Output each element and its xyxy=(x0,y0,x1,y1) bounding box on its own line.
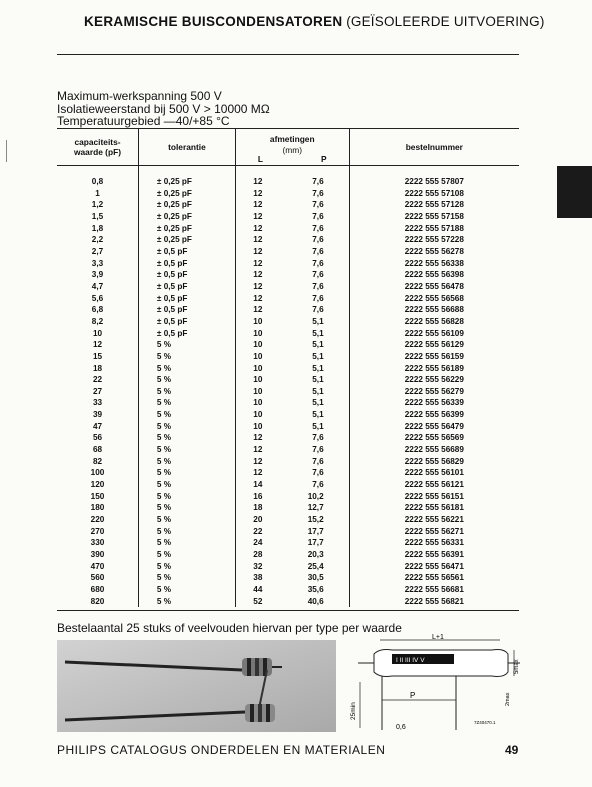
cell-tolerance xyxy=(138,199,235,211)
cell-tolerance xyxy=(138,444,235,456)
cell-pitch: 5,1 xyxy=(312,340,324,350)
cell-tolerance xyxy=(138,293,235,305)
cell-length: 18 xyxy=(235,502,279,514)
cell-order-number: 2222 555 57807 xyxy=(349,166,519,188)
cell-tolerance xyxy=(138,281,235,293)
cell-pitch: 7,6 xyxy=(312,235,324,245)
cell-length: 10 xyxy=(235,409,279,421)
cell-pitch: 35,6 xyxy=(307,584,324,594)
cell-tolerance-value: 5 % xyxy=(156,491,172,501)
cell-order-number: 2222 555 57108 xyxy=(349,188,519,200)
cell-order-number: 2222 555 56129 xyxy=(349,339,519,351)
cell-pitch: 7,6 xyxy=(312,246,324,256)
cell-tolerance-value: 5 % xyxy=(156,375,172,385)
cell-length: 22 xyxy=(235,526,279,538)
table-row xyxy=(57,246,519,258)
cell-length: 10 xyxy=(235,316,279,328)
cell-tolerance xyxy=(138,572,235,584)
page-number: 49 xyxy=(505,743,519,757)
cell-tolerance-value: 5 % xyxy=(156,445,172,455)
cell-capacitance: 12 xyxy=(92,340,103,350)
cell-capacitance: 56 xyxy=(92,433,103,443)
cell-tolerance xyxy=(138,479,235,491)
cell-pitch: 5,1 xyxy=(312,398,324,408)
cell-pitch: 7,6 xyxy=(312,188,324,198)
cell-tolerance xyxy=(138,374,235,386)
cell-pitch: 40,6 xyxy=(307,596,324,606)
cell-tolerance xyxy=(138,537,235,549)
cell-pitch: 7,6 xyxy=(312,293,324,303)
drawing-clearance: 2max xyxy=(505,692,511,706)
cell-pitch: 5,1 xyxy=(312,421,324,431)
cell-pitch: 5,1 xyxy=(312,410,324,420)
cell-tolerance-value: ± 0,25 pF xyxy=(156,211,192,221)
cell-length: 12 xyxy=(235,211,279,223)
cell-capacitance: 82 xyxy=(92,456,103,466)
cell-order-number: 2222 555 56398 xyxy=(349,269,519,281)
cell-length: 10 xyxy=(235,363,279,375)
cell-order-number: 2222 555 56338 xyxy=(349,258,519,270)
cell-capacitance: 150 xyxy=(90,491,105,501)
cell-length: 12 xyxy=(235,199,279,211)
cell-length: 52 xyxy=(235,596,279,608)
drawing-wire-diameter: 0,6 xyxy=(396,724,406,731)
cell-tolerance-value: 5 % xyxy=(156,550,172,559)
cell-tolerance xyxy=(138,188,235,200)
cell-pitch: 7,6 xyxy=(312,177,324,186)
cell-order-number: 2222 555 57158 xyxy=(349,211,519,223)
cell-tolerance-value: ± 0,5 pF xyxy=(156,281,188,291)
cell-pitch: 5,1 xyxy=(312,351,324,361)
table-row xyxy=(57,386,519,398)
cell-pitch: 7,6 xyxy=(312,258,324,268)
table-row xyxy=(57,397,519,409)
cell-order-number: 2222 555 56101 xyxy=(349,467,519,479)
cell-length: 10 xyxy=(235,339,279,351)
cell-tolerance-value: 5 % xyxy=(156,433,172,443)
cell-length: 14 xyxy=(235,479,279,491)
cell-tolerance xyxy=(138,258,235,270)
cell-tolerance-value: 5 % xyxy=(156,351,172,361)
cell-capacitance: 5,6 xyxy=(91,293,104,303)
cell-pitch: 5,1 xyxy=(312,316,324,326)
cell-pitch: 5,1 xyxy=(312,363,324,373)
cell-order-number: 2222 555 56688 xyxy=(349,304,519,316)
cell-tolerance-value: 5 % xyxy=(156,468,172,478)
table-row xyxy=(57,526,519,538)
cell-capacitance: 2,7 xyxy=(91,246,104,256)
cell-tolerance xyxy=(138,526,235,538)
footer-catalogue: PHILIPS CATALOGUS ONDERDELEN EN MATERIALEN xyxy=(57,743,386,757)
header-capacitance xyxy=(57,129,138,166)
cell-tolerance xyxy=(138,328,235,340)
cell-order-number: 2222 555 56278 xyxy=(349,246,519,258)
cell-capacitance: 560 xyxy=(90,573,105,583)
cell-length: 12 xyxy=(235,234,279,246)
table-row xyxy=(57,304,519,316)
cell-tolerance xyxy=(138,246,235,258)
cell-length: 38 xyxy=(235,572,279,584)
cell-length: 12 xyxy=(235,444,279,456)
cell-length: 12 xyxy=(235,432,279,444)
cell-tolerance-value: ± 0,5 pF xyxy=(156,293,188,303)
cell-pitch: 17,7 xyxy=(307,526,324,536)
cell-pitch: 20,3 xyxy=(307,550,324,559)
section-tab-marker xyxy=(557,166,592,218)
cell-length: 32 xyxy=(235,561,279,573)
cell-capacitance: 180 xyxy=(90,503,105,513)
cell-order-number: 2222 555 56399 xyxy=(349,409,519,421)
cell-tolerance xyxy=(138,397,235,409)
header-tolerance: tolerantie xyxy=(138,129,235,166)
cell-tolerance-value: 5 % xyxy=(156,526,172,536)
cell-capacitance: 1,5 xyxy=(91,211,104,221)
cell-tolerance-value: ± 0,25 pF xyxy=(156,177,192,186)
cell-capacitance: 39 xyxy=(92,410,103,420)
cell-capacitance: 22 xyxy=(92,375,103,385)
header-L: L xyxy=(257,154,263,164)
cell-capacitance: 0,8 xyxy=(91,177,104,186)
drawing-bands: I II III IV V xyxy=(396,657,425,664)
cell-tolerance xyxy=(138,409,235,421)
table-row xyxy=(57,188,519,200)
cell-order-number: 2222 555 56479 xyxy=(349,421,519,433)
capacitor-photo-image xyxy=(57,640,336,732)
table-row xyxy=(57,199,519,211)
cell-tolerance xyxy=(138,223,235,235)
cell-tolerance xyxy=(138,596,235,608)
cell-order-number: 2222 555 56689 xyxy=(349,444,519,456)
table-row xyxy=(57,561,519,573)
cell-length: 12 xyxy=(235,258,279,270)
cell-pitch: 7,6 xyxy=(312,200,324,210)
spec-insulation: Isolatieweerstand bij 500 V > 10000 MΩ xyxy=(57,101,270,116)
cell-tolerance-value: 5 % xyxy=(156,584,172,594)
cell-length: 12 xyxy=(235,246,279,258)
cell-length: 10 xyxy=(235,386,279,398)
cell-tolerance xyxy=(138,561,235,573)
cell-length: 12 xyxy=(235,188,279,200)
cell-length: 12 xyxy=(235,467,279,479)
header-mm: (mm) xyxy=(282,145,303,155)
cell-length: 20 xyxy=(235,514,279,526)
table-row xyxy=(57,432,519,444)
cell-order-number: 2222 555 56821 xyxy=(349,596,519,608)
cell-capacitance: 15 xyxy=(92,351,103,361)
cell-tolerance xyxy=(138,386,235,398)
cell-order-number: 2222 555 56109 xyxy=(349,328,519,340)
table-row xyxy=(57,491,519,503)
cell-tolerance-value: 5 % xyxy=(156,480,172,490)
table-row xyxy=(57,456,519,468)
order-note: Bestelaantal 25 stuks of veelvouden hiervan per type per waarde xyxy=(57,621,402,635)
cell-capacitance: 33 xyxy=(92,398,103,408)
cell-order-number: 2222 555 56339 xyxy=(349,397,519,409)
cell-length: 44 xyxy=(235,584,279,596)
cell-tolerance-value: 5 % xyxy=(156,503,172,513)
cell-pitch: 12,7 xyxy=(307,503,324,513)
cell-tolerance xyxy=(138,351,235,363)
title-main: KERAMISCHE BUISCONDENSATOREN xyxy=(84,14,343,29)
title-sub: (GEÏSOLEERDE UITVOERING) xyxy=(346,14,545,29)
cell-tolerance-value: ± 0,5 pF xyxy=(156,246,188,256)
cell-order-number: 2222 555 56568 xyxy=(349,293,519,305)
cell-capacitance: 220 xyxy=(90,515,105,525)
table-row xyxy=(57,596,519,608)
cell-order-number: 2222 555 56181 xyxy=(349,502,519,514)
cell-tolerance xyxy=(138,421,235,433)
cell-order-number: 2222 555 56121 xyxy=(349,479,519,491)
cell-capacitance: 390 xyxy=(90,550,105,559)
cell-capacitance: 330 xyxy=(90,538,105,548)
table-row xyxy=(57,339,519,351)
table-row xyxy=(57,293,519,305)
cell-order-number: 2222 555 57228 xyxy=(349,234,519,246)
cell-tolerance xyxy=(138,432,235,444)
dimension-drawing xyxy=(352,632,522,732)
cell-pitch: 30,5 xyxy=(307,573,324,583)
table-row xyxy=(57,444,519,456)
cell-capacitance: 3,3 xyxy=(91,258,104,268)
cell-pitch: 25,4 xyxy=(307,561,324,571)
title-rule xyxy=(57,54,519,55)
cell-order-number: 2222 555 56478 xyxy=(349,281,519,293)
page-title xyxy=(84,14,545,29)
header-dimensions xyxy=(235,129,349,166)
cell-pitch: 5,1 xyxy=(312,375,324,385)
cell-tolerance xyxy=(138,166,235,188)
cell-order-number: 2222 555 56271 xyxy=(349,526,519,538)
cell-length: 12 xyxy=(235,304,279,316)
cell-tolerance-value: 5 % xyxy=(156,410,172,420)
drawing-P-label: P xyxy=(410,691,416,700)
cell-length: 10 xyxy=(235,374,279,386)
spec-block xyxy=(57,90,270,128)
header-order-number: bestelnummer xyxy=(349,129,519,166)
cell-length: 12 xyxy=(235,223,279,235)
cell-tolerance xyxy=(138,467,235,479)
cell-tolerance-value: 5 % xyxy=(156,340,172,350)
table-row xyxy=(57,328,519,340)
cell-length: 10 xyxy=(235,397,279,409)
cell-order-number: 2222 555 57188 xyxy=(349,223,519,235)
cell-capacitance: 68 xyxy=(92,445,103,455)
cell-order-number: 2222 555 56681 xyxy=(349,584,519,596)
table-row xyxy=(57,166,519,188)
cell-pitch: 5,1 xyxy=(312,328,324,338)
cell-capacitance: 470 xyxy=(90,561,105,571)
cell-tolerance xyxy=(138,502,235,514)
cell-tolerance xyxy=(138,456,235,468)
cell-tolerance-value: ± 0,25 pF xyxy=(156,235,192,245)
cell-tolerance-value: 5 % xyxy=(156,456,172,466)
cell-capacitance: 10 xyxy=(92,328,103,338)
cell-order-number: 2222 555 56331 xyxy=(349,537,519,549)
cell-pitch: 7,6 xyxy=(312,223,324,233)
cell-pitch: 7,6 xyxy=(312,433,324,443)
cell-length: 10 xyxy=(235,351,279,363)
spec-voltage: Maximum-werkspanning 500 V xyxy=(57,89,222,103)
cell-capacitance: 47 xyxy=(92,421,103,431)
cell-tolerance xyxy=(138,339,235,351)
cell-tolerance-value: 5 % xyxy=(156,398,172,408)
cell-tolerance-value: ± 0,5 pF xyxy=(156,270,188,280)
cell-capacitance: 8,2 xyxy=(91,316,104,326)
cell-length: 28 xyxy=(235,549,279,561)
cell-capacitance: 3,9 xyxy=(91,270,104,280)
table-row xyxy=(57,363,519,375)
table-bottom-rule xyxy=(57,610,519,611)
cell-pitch: 7,6 xyxy=(312,281,324,291)
cell-tolerance xyxy=(138,211,235,223)
header-capacitance-line2: waarde (pF) xyxy=(73,147,121,157)
cell-tolerance-value: ± 0,25 pF xyxy=(156,223,192,233)
table-row xyxy=(57,281,519,293)
header-capacitance-line1: capaciteits- xyxy=(74,137,121,147)
cell-order-number: 2222 555 56829 xyxy=(349,456,519,468)
cell-pitch: 7,6 xyxy=(312,445,324,455)
cell-tolerance-value: 5 % xyxy=(156,363,172,373)
cell-length: 12 xyxy=(235,293,279,305)
cell-capacitance: 1,8 xyxy=(91,223,104,233)
cell-tolerance-value: ± 0,25 pF xyxy=(156,200,192,210)
cell-capacitance: 1 xyxy=(95,188,100,198)
margin-mark xyxy=(6,140,8,162)
cell-tolerance-value: 5 % xyxy=(156,561,172,571)
cell-length: 16 xyxy=(235,491,279,503)
drawing-code: 7Z40470.1 xyxy=(474,720,496,725)
cell-order-number: 2222 555 56828 xyxy=(349,316,519,328)
cell-length: 10 xyxy=(235,328,279,340)
cell-tolerance xyxy=(138,234,235,246)
cell-tolerance-value: 5 % xyxy=(156,421,172,431)
cell-capacitance: 27 xyxy=(92,386,103,396)
cell-tolerance xyxy=(138,363,235,375)
cell-pitch: 7,6 xyxy=(312,480,324,490)
cell-tolerance-value: ± 0,25 pF xyxy=(156,188,192,198)
cell-tolerance xyxy=(138,491,235,503)
cell-tolerance-value: ± 0,5 pF xyxy=(156,258,188,268)
table-row xyxy=(57,502,519,514)
capacitor-photo xyxy=(57,640,336,732)
table-row xyxy=(57,269,519,281)
cell-pitch: 10,2 xyxy=(307,491,324,501)
table-row xyxy=(57,514,519,526)
cell-length: 12 xyxy=(235,456,279,468)
cell-capacitance: 1,2 xyxy=(91,200,104,210)
cell-tolerance-value: 5 % xyxy=(156,515,172,525)
cell-pitch: 17,7 xyxy=(307,538,324,548)
cell-order-number: 2222 555 56569 xyxy=(349,432,519,444)
table-row xyxy=(57,316,519,328)
cell-length: 12 xyxy=(235,281,279,293)
table-row xyxy=(57,421,519,433)
cell-capacitance: 6,8 xyxy=(91,305,104,315)
table-row xyxy=(57,537,519,549)
cell-capacitance: 4,7 xyxy=(91,281,104,291)
cell-tolerance-value: 5 % xyxy=(156,596,172,606)
table-row xyxy=(57,258,519,270)
capacitor-table xyxy=(57,128,519,607)
cell-pitch: 7,6 xyxy=(312,270,324,280)
cell-capacitance: 2,2 xyxy=(91,235,104,245)
table-row xyxy=(57,479,519,491)
cell-tolerance xyxy=(138,584,235,596)
cell-order-number: 2222 555 56159 xyxy=(349,351,519,363)
cell-tolerance xyxy=(138,304,235,316)
table-row xyxy=(57,234,519,246)
spec-temperature: Temperatuurgebied —40/+85 °C xyxy=(57,114,230,128)
table-row xyxy=(57,351,519,363)
table-row xyxy=(57,584,519,596)
cell-tolerance-value: 5 % xyxy=(156,538,172,548)
cell-length: 24 xyxy=(235,537,279,549)
cell-tolerance-value: 5 % xyxy=(156,386,172,396)
cell-capacitance: 680 xyxy=(90,584,105,594)
cell-order-number: 2222 555 56151 xyxy=(349,491,519,503)
cell-order-number: 2222 555 57128 xyxy=(349,199,519,211)
cell-tolerance-value: ± 0,5 pF xyxy=(156,328,188,338)
cell-capacitance: 270 xyxy=(90,526,105,536)
cell-length: 12 xyxy=(235,269,279,281)
table-row xyxy=(57,467,519,479)
cell-pitch: 7,6 xyxy=(312,456,324,466)
cell-tolerance-value: ± 0,5 pF xyxy=(156,316,188,326)
table-row xyxy=(57,409,519,421)
cell-tolerance-value: 5 % xyxy=(156,573,172,583)
table-row xyxy=(57,572,519,584)
table-row xyxy=(57,223,519,235)
cell-order-number: 2222 555 56189 xyxy=(349,363,519,375)
cell-order-number: 2222 555 56391 xyxy=(349,549,519,561)
cell-pitch: 7,6 xyxy=(312,305,324,315)
cell-length: 12 xyxy=(235,166,279,188)
header-P: P xyxy=(321,154,327,164)
table-row xyxy=(57,211,519,223)
cell-capacitance: 100 xyxy=(90,468,105,478)
cell-tolerance xyxy=(138,549,235,561)
cell-order-number: 2222 555 56561 xyxy=(349,572,519,584)
cell-tolerance xyxy=(138,514,235,526)
drawing-lead-length: 25min xyxy=(350,702,357,720)
cell-capacitance: 120 xyxy=(90,480,105,490)
cell-tolerance xyxy=(138,316,235,328)
cell-capacitance: 820 xyxy=(90,596,105,606)
drawing-L-label: L+1 xyxy=(432,634,444,641)
drawing-diameter: 5max xyxy=(514,659,520,674)
cell-pitch: 7,6 xyxy=(312,468,324,478)
cell-tolerance xyxy=(138,269,235,281)
cell-order-number: 2222 555 56229 xyxy=(349,374,519,386)
cell-pitch: 7,6 xyxy=(312,211,324,221)
table-header-row xyxy=(57,129,519,166)
cell-order-number: 2222 555 56221 xyxy=(349,514,519,526)
cell-tolerance-value: ± 0,5 pF xyxy=(156,305,188,315)
cell-length: 10 xyxy=(235,421,279,433)
table-row xyxy=(57,549,519,561)
table-row xyxy=(57,374,519,386)
cell-capacitance: 18 xyxy=(92,363,103,373)
cell-pitch: 15,2 xyxy=(307,515,324,525)
cell-order-number: 2222 555 56279 xyxy=(349,386,519,398)
cell-order-number: 2222 555 56471 xyxy=(349,561,519,573)
cell-pitch: 5,1 xyxy=(312,386,324,396)
header-afmetingen: afmetingen xyxy=(269,134,315,144)
